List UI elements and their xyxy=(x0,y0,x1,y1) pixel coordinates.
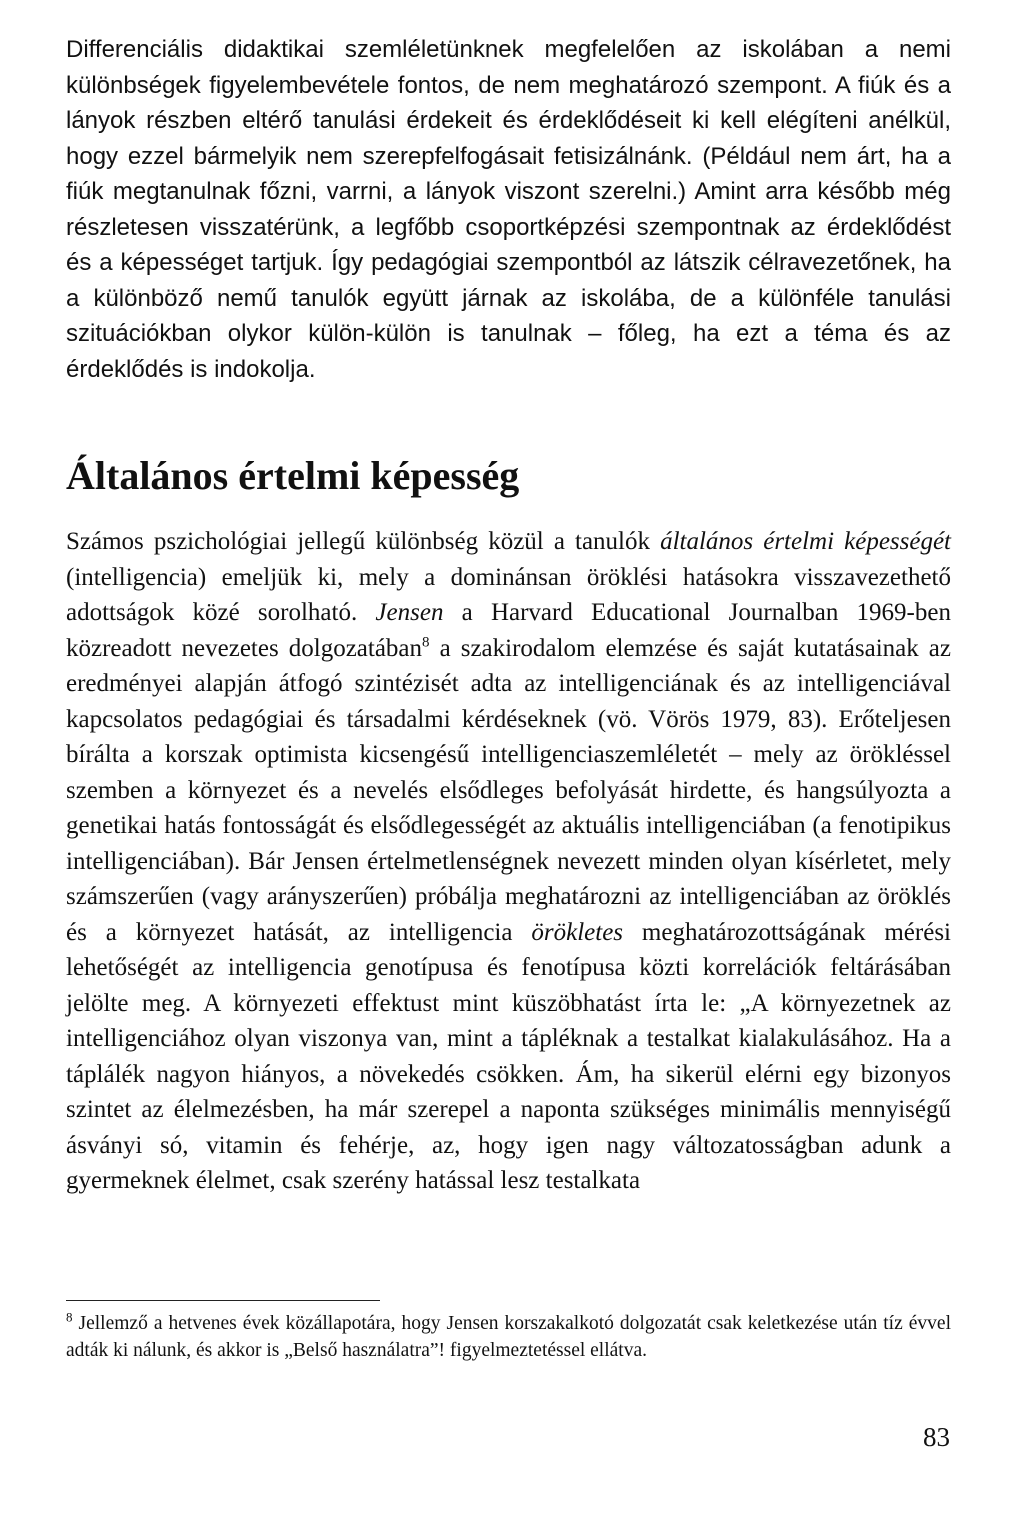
italic-term: általános értelmi képességét xyxy=(660,528,952,555)
footnote-reference[interactable]: 8 xyxy=(422,634,430,651)
footnote xyxy=(66,1310,951,1364)
body-paragraph xyxy=(66,524,951,1199)
footnote-marker: 8 xyxy=(66,1309,73,1325)
body-text: meghatározottságának mérési lehetőségét az intelligencia genotípusa és fenotípusa közti korrelációk feltárásában jelölte meg. A környezeti effektust mint küszöbhatást írta le: „A környezetnek az intelligenciához olyan viszonya van, mint a tápléknak a testalkat kialakulásához. Ha a táplálék nagyon hiányos, a növekedés csökken. Ám, ha sikerül elérni egy bizonyos szintet az élelmezésben, ha már szerepel a naponta szükséges minimális mennyiségű ásványi só, vitamin és fehérje, az, hogy igen nagy változatosságban adunk a gyermeknek élelmet, csak szerény hatással lesz testalkata xyxy=(66,918,951,1194)
footnote-text: Jellemző a hetvenes évek közállapotára, hogy Jensen korszakalkotó dolgozatát csak keletkezése után tíz évvel adták ki nálunk, és akkor is „Belső használatra”! figyelmeztetéssel ellátva. xyxy=(66,1313,951,1361)
italic-term: örökletes xyxy=(531,918,624,946)
body-text: Számos pszichológiai jellegű különbség közül a tanulók xyxy=(66,528,661,555)
intro-paragraph: Differenciális didaktikai szemléletünknek megfelelően az iskolában a nemi különbségek figyelembevétele fontos, de nem meghatározó szempont. A fiúk és a lányok részben eltérő tanulási érdekeit és érdeklődéseit ki kell elégíteni anélkül, hogy ezzel bármelyik nem szerepfelfogásait fetisizálnánk. (Például nem árt, ha a fiúk megtanulnak főzni, varrni, a lányok viszont szerelni.) Amint arra később még részletesen visszatérünk, a legfőbb csoportképzési szempontnak az érdeklődést és a képességet tartjuk. Így pedagógiai szempontból az látszik célravezetőnek, ha a különböző nemű tanulók együtt járnak az iskolába, de a különféle tanulási szituációkban olykor külön-külön is tanulnak – főleg, ha ezt a téma és az érdeklődés is indokolja. xyxy=(66,36,951,383)
body-text: a szakirodalom elemzése és saját kutatásainak az eredményei alapján átfogó szintézisét adta az intelligenciának és az intelligenciával kapcsolatos pedagógiai és társadalmi kérdéseknek (vö. Vörös 1979, 83). Erőteljesen bírálta a korszak optimista kicsengésű intelligenciaszemléletét – mely az örökléssel szemben a környezet és a nevelés elsődleges befolyását hirdette, és hangsúlyozta a genetikai hatás fontosságát és elsődlegességét az aktuális intelligenciában (a fenotipikus intelligenciában). Bár Jensen értelmetlenségnek nevezett minden olyan kísérletet, mely számszerűen (vagy arányszerűen) próbálja meghatározni az intelligenciában az öröklés és a környezet hatását, az intelligencia xyxy=(66,634,951,946)
page-number: 83 xyxy=(923,1422,950,1452)
body-text: a Harvard Educational Journalban 1969-ben közreadott nevezetes dolgozatában xyxy=(66,599,951,662)
italic-author-name: Jensen xyxy=(375,599,444,626)
section-heading: Általános értelmi képesség xyxy=(66,453,520,498)
footnote-divider xyxy=(66,1300,380,1301)
body-text: (intelligencia) emeljük ki, mely a dominánsan öröklési hatásokra visszavezethető adottságok közé sorolható. xyxy=(66,563,951,626)
